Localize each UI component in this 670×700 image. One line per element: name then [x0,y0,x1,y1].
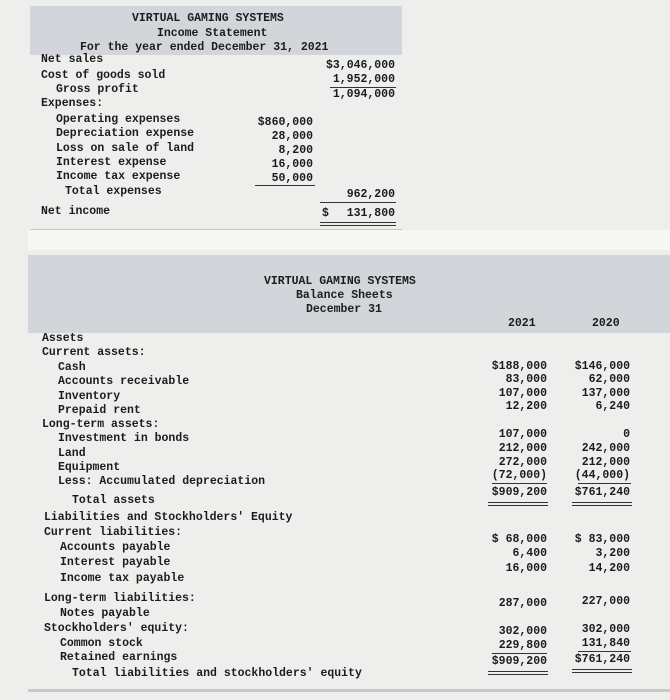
gross-profit-value: 1,094,000 [332,88,395,101]
total-expenses-value: 962,200 [346,188,395,201]
cogs-value: 1,952,000 [332,73,395,86]
total-le-double-rule-2021-b [488,674,548,675]
accounts-receivable-label: Accounts receivable [58,375,190,388]
total-le-double-rule-2020-a [572,669,632,670]
expense-value: 8,200 [278,144,313,157]
cash-2020: $146,000 [574,360,630,373]
total-liabilities-equity-label: Total liabilities and stockholders' equity [72,667,362,680]
common-stock-label: Common stock [60,637,143,650]
accounts-receivable-2021: 83,000 [505,373,547,386]
common-stock-2021: 302,000 [498,625,547,638]
net-sales-label: Net sales [41,53,104,66]
total-le-double-rule-2020-b [572,672,632,673]
land-2021: 212,000 [498,442,547,455]
investment-in-bonds-2021: 107,000 [498,428,547,441]
gap-band [28,230,670,250]
col-header-2020: 2020 [592,317,620,330]
total-assets-2021: $909,200 [491,486,547,499]
long-term-liabilities-heading: Long-term liabilities: [44,592,196,605]
retained-earnings-2021: 229,800 [498,639,547,652]
prepaid-rent-label: Prepaid rent [58,404,141,417]
interest-payable-label: Interest payable [60,556,171,569]
interest-payable-2021: 6,400 [512,547,547,560]
balance-company-name: VIRTUAL GAMING SYSTEMS [264,275,416,288]
equipment-2020: 212,000 [581,456,630,469]
expenses-underline [255,185,315,186]
interest-payable-2020: 3,200 [595,547,630,560]
liabilities-equity-heading: Liabilities and Stockholders' Equity [44,511,293,524]
total-assets-double-rule-2020-b [572,505,632,506]
net-income-value: 131,800 [346,207,395,220]
expense-value: 28,000 [271,130,313,143]
net-sales-value: $3,046,000 [325,59,395,72]
expenses-label: Expenses: [41,97,104,110]
expense-value: 50,000 [271,172,313,185]
accounts-payable-2020: $ 83,000 [574,533,630,546]
income-tax-payable-2020: 14,200 [588,562,630,575]
current-assets-heading: Current assets: [42,346,146,359]
gross-profit-label: Gross profit [56,83,139,96]
expense-label: Interest expense [56,156,167,169]
balance-date: December 31 [306,303,382,316]
assets-heading: Assets [42,332,84,345]
accounts-payable-label: Accounts payable [60,541,171,554]
col-header-2021: 2021 [508,317,536,330]
expense-value: $860,000 [257,116,313,129]
net-income-label: Net income [41,205,111,218]
retained-earnings-2020: 131,840 [581,637,630,650]
total-liabilities-equity-2020: $761,240 [574,653,630,666]
prepaid-rent-2021: 12,200 [505,400,547,413]
income-company-name: VIRTUAL GAMING SYSTEMS [132,12,284,25]
total-expenses-underline [320,202,396,203]
total-assets-double-rule-2021-a [488,502,548,503]
net-income-double-underline-2 [320,225,396,226]
income-tax-payable-2021: 16,000 [505,562,547,575]
accumulated-depreciation-label: Less: Accumulated depreciation [58,475,266,488]
net-income-double-underline-1 [320,222,396,223]
total-assets-double-rule-2020-a [572,502,632,503]
assets-subtotal-rule-2021 [492,483,547,484]
equipment-2021: 272,000 [498,456,547,469]
net-income-dollar-sign: $ [322,207,329,220]
accounts-receivable-2020: 62,000 [588,373,630,386]
land-2020: 242,000 [581,442,630,455]
total-le-double-rule-2021-a [488,671,548,672]
total-assets-double-rule-2021-b [488,505,548,506]
expense-label: Loss on sale of land [56,142,195,155]
cash-label: Cash [58,361,86,374]
equipment-label: Equipment [58,461,121,474]
accounts-payable-2021: $ 68,000 [491,533,547,546]
expense-label: Operating expenses [56,113,181,126]
notes-payable-2020: 227,000 [581,595,630,608]
balance-statement-title: Balance Sheets [296,289,393,302]
notes-payable-2021: 287,000 [498,597,547,610]
total-assets-2020: $761,240 [574,486,630,499]
equity-subtotal-rule-2021 [492,653,547,654]
prepaid-rent-2020: 6,240 [595,400,630,413]
inventory-2020: 137,000 [581,387,630,400]
total-expenses-label: Total expenses [65,185,162,198]
investment-in-bonds-label: Investment in bonds [58,432,190,445]
accumulated-depreciation-2020: (44,000) [574,469,630,482]
income-tax-payable-label: Income tax payable [60,572,185,585]
assets-subtotal-rule-2020 [578,483,631,484]
investment-in-bonds-2020: 0 [623,428,630,441]
cash-2021: $188,000 [491,360,547,373]
stockholders-equity-heading: Stockholders' equity: [44,622,189,635]
long-term-assets-heading: Long-term assets: [42,418,160,431]
expense-label: Income tax expense [56,170,181,183]
income-period: For the year ended December 31, 2021 [80,41,329,54]
common-stock-2020: 302,000 [581,623,630,636]
expense-value: 16,000 [271,158,313,171]
inventory-label: Inventory [58,390,121,403]
total-assets-label: Total assets [72,494,155,507]
expense-label: Depreciation expense [56,127,195,140]
income-statement-title: Income Statement [157,27,268,40]
balance-bottom-border [28,689,670,692]
notes-payable-label: Notes payable [60,607,150,620]
total-liabilities-equity-2021: $909,200 [491,655,547,668]
equity-subtotal-rule-2020 [578,651,631,652]
cogs-label: Cost of goods sold [41,69,166,82]
land-label: Land [58,447,86,460]
inventory-2021: 107,000 [498,387,547,400]
current-liabilities-heading: Current liabilities: [44,526,183,539]
accumulated-depreciation-2021: (72,000) [491,469,547,482]
retained-earnings-label: Retained earnings [60,651,178,664]
